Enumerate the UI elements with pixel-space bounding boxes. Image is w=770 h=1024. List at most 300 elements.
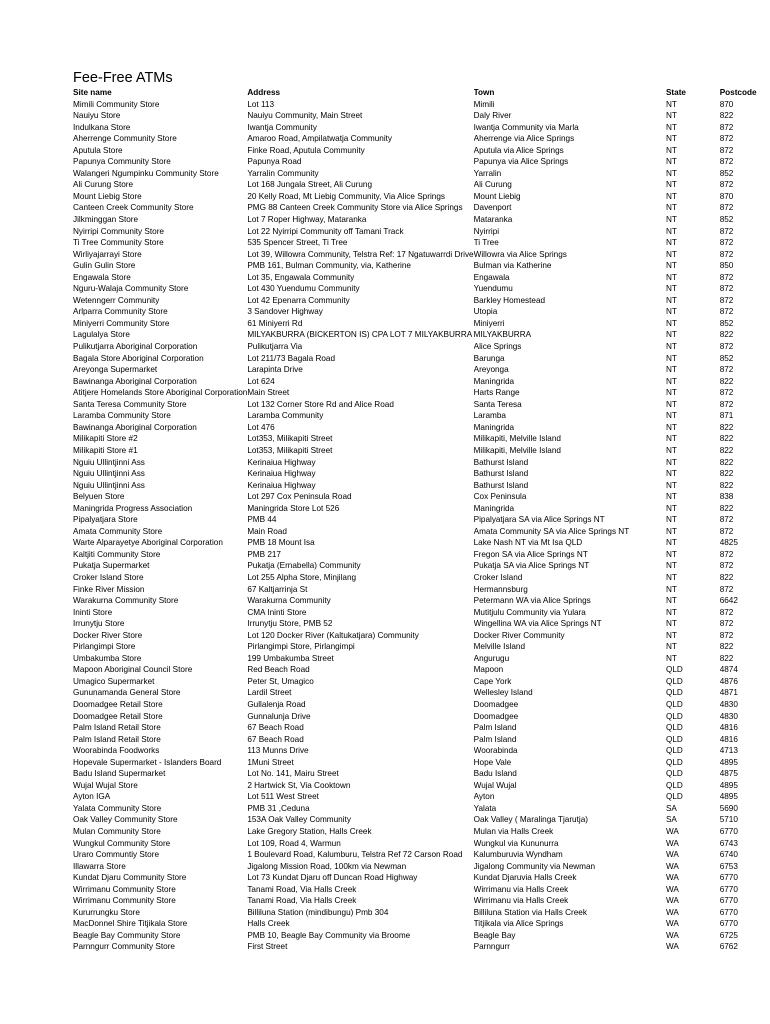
postcode-cell: 872 <box>719 388 734 398</box>
address-cell: Lot 476 <box>247 422 275 432</box>
state-cell: QLD <box>665 757 683 767</box>
town-cell: Kundat Djaruvia Halls Creek <box>473 873 577 883</box>
state-cell: NT <box>665 596 677 606</box>
town-cell: Doomadgee <box>473 711 519 721</box>
postcode-cell: 822 <box>719 642 734 652</box>
state-cell: NT <box>665 157 677 167</box>
table-row <box>73 399 770 411</box>
site-name-cell: Warte Alparayetye Aboriginal Corporation <box>73 538 223 548</box>
town-cell: Yarralin <box>473 168 502 178</box>
postcode-cell: 4825 <box>719 538 738 548</box>
state-cell: SA <box>665 803 677 813</box>
postcode-cell: 4713 <box>719 746 738 756</box>
address-cell: Papunya Road <box>247 157 302 167</box>
table-row <box>73 387 770 399</box>
state-cell: NT <box>665 480 677 490</box>
state-cell: NT <box>665 342 677 352</box>
table-row <box>73 849 770 861</box>
site-name-cell: Jilkminggan Store <box>73 215 139 225</box>
site-name-cell: Papunya Community Store <box>73 157 171 167</box>
state-cell: NT <box>665 630 677 640</box>
town-cell: Santa Teresa <box>473 399 522 409</box>
state-cell: NT <box>665 549 677 559</box>
table-row <box>73 457 770 469</box>
site-name-cell: Nguiu Ullintjinni Ass <box>73 480 145 490</box>
state-cell: NT <box>665 99 677 109</box>
site-name-cell: Woorabinda Foodworks <box>73 746 160 756</box>
postcode-cell: 870 <box>719 99 734 109</box>
site-name-cell: Kururrungku Store <box>73 907 140 917</box>
state-cell: NT <box>665 572 677 582</box>
site-name-cell: Atitjere Homelands Store Aboriginal Corporation <box>73 388 248 398</box>
postcode-cell: 4830 <box>719 699 738 709</box>
table-row <box>73 595 770 607</box>
postcode-cell: 838 <box>719 492 734 502</box>
postcode-cell: 822 <box>719 653 734 663</box>
address-cell: Maningrida Store Lot 526 <box>247 503 340 513</box>
table-row <box>73 110 770 122</box>
table-row <box>73 653 770 665</box>
town-cell: Utopia <box>473 307 498 317</box>
table-row <box>73 803 770 815</box>
state-cell: NT <box>665 203 677 213</box>
address-cell: Main Road <box>247 526 287 536</box>
address-cell: Lot 22 Nyirripi Community off Tamani Track <box>247 226 404 236</box>
town-cell: Yalata <box>473 803 497 813</box>
site-name-cell: Ayton IGA <box>73 792 111 802</box>
postcode-cell: 4876 <box>719 676 738 686</box>
town-cell: Woorabinda <box>473 746 518 756</box>
state-cell: NT <box>665 653 677 663</box>
state-cell: NT <box>665 226 677 236</box>
postcode-cell: 850 <box>719 261 734 271</box>
table-row <box>73 641 770 653</box>
site-name-cell: Gununamanda General Store <box>73 688 181 698</box>
state-cell: QLD <box>665 723 683 733</box>
site-name-cell: Mapoon Aboriginal Council Store <box>73 665 193 675</box>
address-cell: PMB 31 ,Ceduna <box>247 803 310 813</box>
state-cell: NT <box>665 134 677 144</box>
state-cell: NT <box>665 469 677 479</box>
address-cell: Lot 109, Road 4, Warmun <box>247 838 341 848</box>
site-name-cell: Badu Island Supermarket <box>73 769 166 779</box>
town-cell: Yuendumu <box>473 284 513 294</box>
town-cell: Pipalyatjara SA via Alice Springs NT <box>473 515 605 525</box>
town-cell: Wujal Wujal <box>473 780 517 790</box>
town-cell: Aputula via Alice Springs <box>473 145 564 155</box>
postcode-cell: 872 <box>719 526 734 536</box>
state-cell: NT <box>665 145 677 155</box>
address-cell: Lot 39, Willowra Community, Telstra Ref: 17 Ngatuwarrdi Drive <box>247 249 474 259</box>
address-cell: Kerinaiua Highway <box>247 457 316 467</box>
town-cell: Alice Springs <box>473 342 522 352</box>
state-cell: NT <box>665 168 677 178</box>
site-name-cell: Engawala Store <box>73 272 131 282</box>
postcode-cell: 6762 <box>719 942 738 952</box>
state-cell: NT <box>665 492 677 502</box>
address-cell: MILYAKBURRA (BICKERTON IS) CPA LOT 7 MILYAKBURRA <box>247 330 473 340</box>
postcode-cell: 872 <box>719 226 734 236</box>
address-cell: Lot 132 Corner Store Rd and Alice Road <box>247 399 394 409</box>
address-cell: Pukatja (Ernabella) Community <box>247 561 361 571</box>
site-name-cell: Irrunytju Store <box>73 619 125 629</box>
town-cell: Fregon SA via Alice Springs NT <box>473 549 588 559</box>
address-cell: Lardil Street <box>247 688 292 698</box>
site-name-cell: Beagle Bay Community Store <box>73 930 181 940</box>
postcode-cell: 871 <box>719 411 734 421</box>
town-cell: Iwantja Community via Marla <box>473 122 579 132</box>
town-cell: Doomadgee <box>473 699 519 709</box>
state-cell: NT <box>665 330 677 340</box>
table-row <box>73 572 770 584</box>
town-cell: Petermann WA via Alice Springs <box>473 596 591 606</box>
address-cell: 61 Miniyerri Rd <box>247 318 303 328</box>
site-name-cell: Uraro Communtiy Store <box>73 850 159 860</box>
town-cell: Croker Island <box>473 572 523 582</box>
town-cell: Miniyerri <box>473 318 505 328</box>
state-cell: NT <box>665 238 677 248</box>
state-cell: SA <box>665 815 677 825</box>
postcode-cell: 872 <box>719 249 734 259</box>
site-name-cell: Arlparra Community Store <box>73 307 168 317</box>
postcode-cell: 872 <box>719 180 734 190</box>
site-name-cell: Milikapiti Store #2 <box>73 434 138 444</box>
postcode-cell: 822 <box>719 572 734 582</box>
site-name-cell: Laramba Community Store <box>73 411 171 421</box>
table-row <box>73 907 770 919</box>
table-row <box>73 676 770 688</box>
address-cell: Lot 120 Docker River (Kaltukatjara) Community <box>247 630 419 640</box>
address-cell: Main Street <box>247 388 290 398</box>
postcode-cell: 6740 <box>719 850 738 860</box>
address-cell: PMB 18 Mount Isa <box>247 538 315 548</box>
table-row <box>73 133 770 145</box>
table-row <box>73 549 770 561</box>
postcode-cell: 6725 <box>719 930 738 940</box>
postcode-cell: 822 <box>719 480 734 490</box>
address-cell: Lot 42 Epenarra Community <box>247 295 350 305</box>
site-name-cell: Wetenngerr Community <box>73 295 160 305</box>
address-cell: Irrunytju Store, PMB 52 <box>247 619 333 629</box>
postcode-cell: 852 <box>719 353 734 363</box>
site-name-cell: Kundat Djaru Community Store <box>73 873 187 883</box>
table-row <box>73 895 770 907</box>
table-row <box>73 272 770 284</box>
address-cell: 535 Spencer Street, Ti Tree <box>247 238 348 248</box>
postcode-cell: 872 <box>719 365 734 375</box>
postcode-cell: 872 <box>719 561 734 571</box>
site-name-cell: Nyirripi Community Store <box>73 226 164 236</box>
postcode-cell: 4871 <box>719 688 738 698</box>
table-row <box>73 884 770 896</box>
table-row <box>73 202 770 214</box>
table-row <box>73 514 770 526</box>
table-row <box>73 191 770 203</box>
address-cell: Lot 35, Engawala Community <box>247 272 355 282</box>
postcode-cell: 6770 <box>719 884 738 894</box>
town-cell: Ayton <box>473 792 495 802</box>
site-name-cell: Aherrenge Community Store <box>73 134 177 144</box>
address-cell: Lot353, Milikapiti Street <box>247 434 333 444</box>
postcode-cell: 872 <box>719 549 734 559</box>
postcode-cell: 822 <box>719 422 734 432</box>
state-cell: WA <box>665 930 679 940</box>
address-cell: PMG 88 Canteen Creek Community Store via Alice Springs <box>247 203 463 213</box>
table-row <box>73 376 770 388</box>
town-cell: Maningrida <box>473 422 515 432</box>
town-cell: Milikapiti, Melville Island <box>473 434 561 444</box>
town-cell: Cox Peninsula <box>473 492 527 502</box>
table-row <box>73 838 770 850</box>
postcode-cell: 6770 <box>719 873 738 883</box>
state-cell: NT <box>665 503 677 513</box>
state-cell: WA <box>665 861 679 871</box>
site-name-cell: Wirliyajarrayi Store <box>73 249 142 259</box>
town-cell: Ali Curung <box>473 180 512 190</box>
state-cell: NT <box>665 295 677 305</box>
site-name-cell: Wungkul Community Store <box>73 838 171 848</box>
state-cell: NT <box>665 538 677 548</box>
postcode-cell: 822 <box>719 457 734 467</box>
site-name-cell: Nguru-Walaja Community Store <box>73 284 189 294</box>
table-row <box>73 156 770 168</box>
town-cell: Willowra via Alice Springs <box>473 249 567 259</box>
town-cell: MILYAKBURRA <box>473 330 532 340</box>
town-cell: Mulan via Halls Creek <box>473 827 554 836</box>
header-postcode: Postcode <box>719 88 757 97</box>
address-cell: First Street <box>247 942 288 952</box>
address-cell: Gunnalunja Drive <box>247 711 311 721</box>
address-cell: PMB 161, Bulman Community, via, Katherine <box>247 261 411 271</box>
town-cell: Engawala <box>473 272 510 282</box>
state-cell: NT <box>665 284 677 294</box>
town-cell: Badu Island <box>473 769 517 779</box>
state-cell: NT <box>665 353 677 363</box>
site-name-cell: Finke River Mission <box>73 584 145 594</box>
state-cell: QLD <box>665 769 683 779</box>
atm-table <box>73 87 770 953</box>
address-cell: Pulikutjarra Via <box>247 342 303 352</box>
town-cell: Parnngurr <box>473 942 511 952</box>
table-row <box>73 99 770 111</box>
address-cell: Lot 73 Kundat Djaru off Duncan Road Highway <box>247 873 418 883</box>
town-cell: Cape York <box>473 676 512 686</box>
page-title: Fee-Free ATMs <box>73 70 173 86</box>
town-cell: Hope Vale <box>473 757 512 767</box>
state-cell: QLD <box>665 688 683 698</box>
town-cell: Oak Valley ( Maralinga Tjarutja) <box>473 815 588 825</box>
site-name-cell: Gulin Gulin Store <box>73 261 136 271</box>
site-name-cell: Nguiu Ullintjinni Ass <box>73 469 145 479</box>
state-cell: NT <box>665 111 677 121</box>
site-name-cell: Bagala Store Aboriginal Corporation <box>73 353 204 363</box>
town-cell: Palm Island <box>473 734 517 744</box>
town-cell: Mataranka <box>473 215 513 225</box>
town-cell: Bulman via Katherine <box>473 261 552 271</box>
site-name-cell: Pukatja Supermarket <box>73 561 150 571</box>
town-cell: Laramba <box>473 411 506 421</box>
town-cell: Aherrenge via Alice Springs <box>473 134 575 144</box>
site-name-cell: Pulikutjarra Aboriginal Corporation <box>73 342 198 352</box>
address-cell: Lot 624 <box>247 376 275 386</box>
address-cell: Halls Creek <box>247 919 290 929</box>
site-name-cell: Oak Valley Community Store <box>73 815 178 825</box>
table-row <box>73 468 770 480</box>
address-cell: Lot353, Milikapiti Street <box>247 445 333 455</box>
town-cell: Beagle Bay <box>473 930 516 940</box>
address-cell: Kerinaiua Highway <box>247 480 316 490</box>
state-cell: WA <box>665 884 679 894</box>
table-row <box>73 722 770 734</box>
state-cell: NT <box>665 365 677 375</box>
address-cell: Tanami Road, Via Halls Creek <box>247 884 357 894</box>
site-name-cell: Belyuen Store <box>73 492 125 502</box>
site-name-cell: MacDonnel Shire Titjikala Store <box>73 919 188 929</box>
table-row <box>73 283 770 295</box>
town-cell: Pukatja SA via Alice Springs NT <box>473 561 590 571</box>
header-address: Address <box>247 88 281 97</box>
site-name-cell: Nauiyu Store <box>73 111 121 121</box>
town-cell: Papunya via Alice Springs <box>473 157 569 167</box>
address-cell: Billiluna Station (mindibungu) Pmb 304 <box>247 907 389 917</box>
state-cell: NT <box>665 318 677 328</box>
table-row <box>73 791 770 803</box>
postcode-cell: 872 <box>719 619 734 629</box>
table-row <box>73 353 770 365</box>
postcode-cell: 6753 <box>719 861 738 871</box>
address-cell: 199 Umbakumba Street <box>247 653 334 663</box>
table-row <box>73 584 770 596</box>
table-row <box>73 341 770 353</box>
town-cell: Wirrimanu via Halls Creek <box>473 896 569 906</box>
site-name-cell: Indulkana Store <box>73 122 131 132</box>
postcode-cell: 870 <box>719 191 734 201</box>
town-cell: Amata Community SA via Alice Springs NT <box>473 526 630 536</box>
site-name-cell: Canteen Creek Community Store <box>73 203 194 213</box>
site-name-cell: Bawinanga Aboriginal Corporation <box>73 422 197 432</box>
address-cell: Warakurna Community <box>247 596 331 606</box>
table-row <box>73 734 770 746</box>
state-cell: WA <box>665 907 679 917</box>
table-row <box>73 930 770 942</box>
postcode-cell: 852 <box>719 318 734 328</box>
address-cell: Pirlangimpi Store, Pirlangimpi <box>247 642 355 652</box>
site-name-cell: Lagulalya Store <box>73 330 130 340</box>
state-cell: NT <box>665 122 677 132</box>
state-cell: NT <box>665 561 677 571</box>
site-name-cell: Amata Community Store <box>73 526 163 536</box>
town-cell: Melville Island <box>473 642 526 652</box>
address-cell: Lot 7 Roper Highway, Mataranka <box>247 215 367 225</box>
site-name-cell: Kaltjiti Community Store <box>73 549 161 559</box>
site-name-cell: Santa Teresa Community Store <box>73 399 187 409</box>
table-row <box>73 941 770 953</box>
table-row <box>73 607 770 619</box>
state-cell: NT <box>665 515 677 525</box>
postcode-cell: 872 <box>719 295 734 305</box>
table-row <box>73 503 770 515</box>
postcode-cell: 6770 <box>719 896 738 906</box>
postcode-cell: 872 <box>719 238 734 248</box>
town-cell: Nyirripi <box>473 226 500 236</box>
site-name-cell: Mount Liebig Store <box>73 191 142 201</box>
town-cell: Jigalong Community via Newman <box>473 861 596 871</box>
address-cell: 3 Sandover Highway <box>247 307 323 317</box>
address-cell: 67 Beach Road <box>247 734 304 744</box>
table-row <box>73 711 770 723</box>
site-name-cell: Parnngurr Community Store <box>73 942 175 952</box>
postcode-cell: 4875 <box>719 769 738 779</box>
table-row <box>73 918 770 930</box>
table-row <box>73 560 770 572</box>
state-cell: QLD <box>665 711 683 721</box>
state-cell: NT <box>665 411 677 421</box>
site-name-cell: Doomadgee Retail Store <box>73 711 163 721</box>
address-cell: Lot 113 <box>247 99 275 109</box>
table-row <box>73 768 770 780</box>
postcode-cell: 872 <box>719 307 734 317</box>
address-cell: Yarralin Community <box>247 168 319 178</box>
site-name-cell: Pirlangimpi Store <box>73 642 136 652</box>
address-cell: 113 Munns Drive <box>247 746 309 756</box>
address-cell: PMB 44 <box>247 515 277 525</box>
state-cell: NT <box>665 388 677 398</box>
state-cell: NT <box>665 180 677 190</box>
postcode-cell: 872 <box>719 284 734 294</box>
state-cell: WA <box>665 919 679 929</box>
table-row <box>73 814 770 826</box>
address-cell: Red Beach Road <box>247 665 310 675</box>
town-cell: Wungkul via Kununurra <box>473 838 559 848</box>
state-cell: NT <box>665 191 677 201</box>
state-cell: NT <box>665 526 677 536</box>
state-cell: NT <box>665 376 677 386</box>
postcode-cell: 822 <box>719 376 734 386</box>
header-state: State <box>665 88 686 97</box>
site-name-cell: Miniyerri Community Store <box>73 318 170 328</box>
address-cell: 20 Kelly Road, Mt Liebig Community, Via Alice Springs <box>247 191 445 201</box>
address-cell: Lot 297 Cox Peninsula Road <box>247 492 352 502</box>
site-name-cell: Wirrimanu Community Store <box>73 884 176 894</box>
town-cell: Mimili <box>473 99 495 109</box>
postcode-cell: 6770 <box>719 827 738 836</box>
site-name-cell: Ti Tree Community Store <box>73 238 164 248</box>
address-cell: Gullalenja Road <box>247 699 306 709</box>
state-cell: QLD <box>665 665 683 675</box>
state-cell: NT <box>665 445 677 455</box>
table-row <box>73 537 770 549</box>
postcode-cell: 872 <box>719 122 734 132</box>
table-row <box>73 214 770 226</box>
town-cell: Kalumburuvia Wyndham <box>473 850 563 860</box>
address-cell: Lot 511 West Street <box>247 792 319 802</box>
address-cell: 1Muni Street <box>247 757 294 767</box>
table-row <box>73 745 770 757</box>
address-cell: Finke Road, Aputula Community <box>247 145 365 155</box>
address-cell: Lot No. 141, Mairu Street <box>247 769 339 779</box>
address-cell: Lot 430 Yuendumu Community <box>247 284 360 294</box>
state-cell: WA <box>665 873 679 883</box>
address-cell: Iwantja Community <box>247 122 317 132</box>
site-name-cell: Ininti Store <box>73 607 113 617</box>
site-name-cell: Palm Island Retail Store <box>73 734 161 744</box>
table-row <box>73 260 770 272</box>
town-cell: Bathurst Island <box>473 480 529 490</box>
postcode-cell: 822 <box>719 445 734 455</box>
address-cell: Nauiyu Community, Main Street <box>247 111 363 121</box>
table-row <box>73 433 770 445</box>
site-name-cell: Doomadgee Retail Store <box>73 699 163 709</box>
